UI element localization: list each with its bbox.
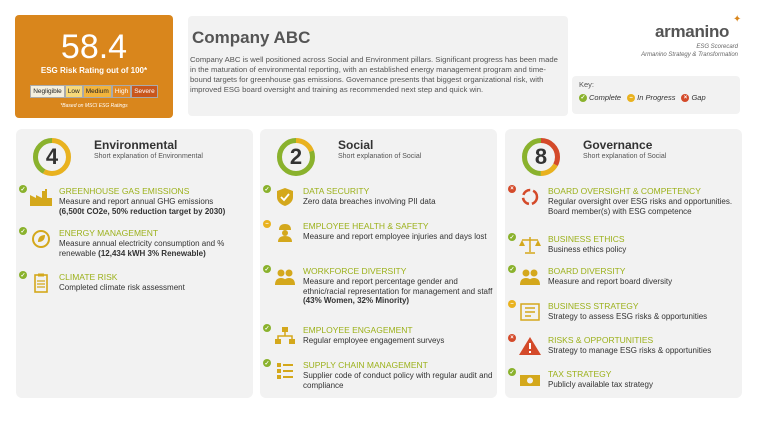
- check-icon: ✓: [264, 325, 270, 332]
- item-title: BOARD OVERSIGHT & COMPETENCY: [548, 186, 701, 196]
- environmental-score-ring: [32, 137, 72, 177]
- scale-negligible: Negligible: [30, 85, 65, 98]
- logo-subtitle: [641, 43, 738, 59]
- key-label: Key:: [579, 80, 595, 89]
- rating-subtitle: ESG Risk Rating out of 100*: [40, 66, 148, 75]
- social-desc: Short explanation of Social: [338, 153, 422, 160]
- gap-icon: ×: [681, 94, 689, 102]
- item-title: CLIMATE RISK: [59, 272, 118, 282]
- item-desc: Publicly available tax strategy: [548, 380, 653, 389]
- progress-icon: –: [508, 300, 516, 308]
- environmental-score: 4: [45, 144, 59, 169]
- item-desc: Strategy to assess ESG risks & opportunities: [548, 312, 708, 321]
- check-icon: ✓: [20, 186, 26, 193]
- item-desc: Supplier code of conduct policy with regular audit and compliance: [303, 371, 493, 390]
- social-score-ring: [276, 137, 316, 177]
- check-icon: ✓: [509, 266, 515, 273]
- governance-panel: [505, 129, 742, 398]
- item-title: GREENHOUSE GAS EMISSIONS: [59, 186, 190, 196]
- key-gap: Gap: [691, 93, 706, 102]
- rating-scale: [15, 85, 173, 98]
- item-title: WORKFORCE DIVERSITY: [303, 266, 407, 276]
- worker-icon: [272, 222, 298, 242]
- item-desc: Measure annual electricity consumption and % renewable (12,434 kWH 3% Renewable): [59, 239, 225, 258]
- key-in-progress: In Progress: [637, 93, 676, 102]
- check-icon: ✓: [509, 234, 515, 241]
- company-title: Company ABC: [192, 28, 311, 47]
- check-icon: ✓: [509, 369, 515, 376]
- item-title: RISKS & OPPORTUNITIES: [548, 335, 654, 345]
- logo-line-2: Armanino Strategy & Transformation: [641, 52, 738, 58]
- summary-text: Company ABC is well positioned across Social and Environment pillars. Significant progress has been made in the maturation of environmental reporting, with an established energy management program and time-bound targets for greenhouse gas emissions. Governance presents that biggest organizational risk, with improved ESG board oversight and training as recommended next step and quick win.: [190, 55, 558, 94]
- item-desc: Zero data breaches involving PII data: [303, 197, 436, 206]
- item-title: EMPLOYEE HEALTH & SAFETY: [303, 221, 429, 231]
- environmental-desc: Short explanation of Environmental: [94, 153, 203, 160]
- gap-icon: ×: [508, 334, 516, 342]
- item-desc: Strategy to manage ESG risks & opportunities: [548, 346, 712, 355]
- key-complete: Complete: [589, 93, 622, 102]
- environmental-title: Environmental: [94, 138, 178, 152]
- list-icon: [272, 361, 298, 381]
- scales-icon: [517, 235, 543, 255]
- shield-check-icon: [272, 187, 298, 207]
- item-desc: Measure and report annual GHG emissions (6,500t CO2e, 50% reduction target by 2030): [59, 197, 226, 216]
- warning-icon: [517, 336, 543, 356]
- scale-severe: Severe: [131, 85, 158, 98]
- check-icon: ✓: [264, 186, 270, 193]
- check-icon: ✓: [20, 272, 26, 279]
- social-title: Social: [338, 138, 374, 152]
- item-title: BOARD DIVERSITY: [548, 266, 626, 276]
- people-icon: [517, 267, 543, 287]
- social-score: 2: [289, 144, 303, 169]
- scale-high: High: [112, 85, 131, 98]
- scale-medium: Medium: [83, 85, 112, 98]
- item-title: BUSINESS STRATEGY: [548, 301, 639, 311]
- armanino-logo: armanino: [655, 22, 730, 41]
- rating-note: *Based on MSCI ESG Ratings: [60, 103, 128, 109]
- rating-score: 58.4: [60, 28, 128, 66]
- social-panel: [260, 129, 497, 398]
- governance-title: Governance: [583, 138, 653, 152]
- environmental-panel: [16, 129, 253, 398]
- esg-rating-card: [15, 15, 173, 118]
- item-title: TAX STRATEGY: [548, 369, 612, 379]
- item-desc: Business ethics policy: [548, 245, 627, 254]
- progress-icon: –: [627, 94, 635, 102]
- governance-score: 8: [534, 144, 548, 169]
- item-desc: Measure and report board diversity: [548, 277, 673, 286]
- factory-icon: [28, 187, 54, 207]
- item-desc: Regular employee engagement surveys: [303, 336, 445, 345]
- item-desc: Measure and report employee injuries and days lost: [303, 232, 487, 241]
- item-title: BUSINESS ETHICS: [548, 234, 625, 244]
- status-key: [572, 76, 740, 114]
- governance-score-ring: [521, 137, 561, 177]
- governance-desc: Short explanation of Social: [583, 153, 667, 160]
- cycle-icon: [517, 187, 543, 207]
- scale-low: Low: [65, 85, 83, 98]
- logo-line-1: ESG Scorecard: [696, 44, 738, 50]
- progress-icon: –: [263, 220, 271, 228]
- clipboard-icon: [28, 273, 54, 293]
- item-title: SUPPLY CHAIN MANAGEMENT: [303, 360, 428, 370]
- logo-star-icon: ✦: [733, 14, 742, 25]
- item-title: ENERGY MANAGEMENT: [59, 228, 159, 238]
- check-icon: ✓: [264, 266, 270, 273]
- item-title: EMPLOYEE ENGAGEMENT: [303, 325, 413, 335]
- people-icon: [272, 267, 298, 287]
- item-desc: Regular oversight over ESG risks and opportunities. Board member(s) with ESG competence: [548, 197, 733, 216]
- org-chart-icon: [272, 326, 298, 346]
- strategy-icon: [517, 302, 543, 322]
- check-icon: ✓: [20, 228, 26, 235]
- check-icon: ✓: [580, 95, 586, 101]
- check-icon: ✓: [264, 360, 270, 367]
- item-desc: Measure and report percentage gender and ethnic/racial representation for management and staff (43% Women, 32% Minority): [303, 277, 493, 305]
- leaf-power-icon: [28, 229, 54, 249]
- money-icon: [517, 370, 543, 390]
- item-desc: Completed climate risk assessment: [59, 283, 185, 292]
- item-title: DATA SECURITY: [303, 186, 370, 196]
- gap-icon: ×: [508, 185, 516, 193]
